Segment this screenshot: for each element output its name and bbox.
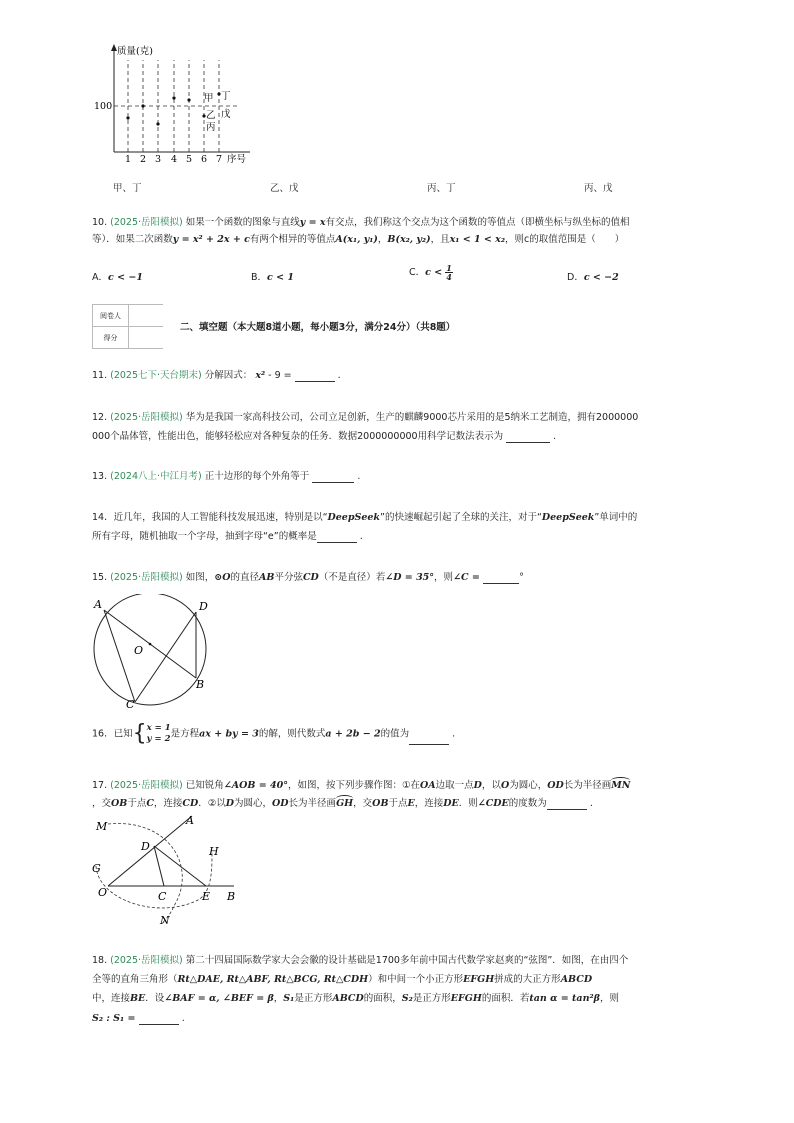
chord-cd <box>135 612 196 702</box>
q10-option-a: A．c < −1 <box>92 272 143 283</box>
point-o-label: O <box>98 886 108 899</box>
q16-blank[interactable] <box>409 735 449 745</box>
point-g-label: G <box>92 862 101 875</box>
label-bing: 丙 <box>206 122 216 133</box>
point-d-label: D <box>141 840 150 853</box>
q17-line2: ，交OB于点C，连接CD．②以D为圆心，OD长为半径画GH，交OB于点E，连接DE．则∠CDE的度数为 . <box>92 798 593 809</box>
x-tick-4: 4 <box>170 154 178 165</box>
point-a-label: A <box>186 814 194 827</box>
q15-blank[interactable] <box>483 574 519 584</box>
q18-line2: 全等的直角三角形（Rt△DAE, Rt△ABF, Rt△BCG, Rt△CDH）和中间一个小正方形EFGH拼成的大正方形ABCD <box>92 974 593 985</box>
q10-line2: 等）．如果二次函数y = x² + 2x + c有两个相异的等值点A(x₁, y₁)，B(x₂, y₂)，且x₁ < 1 < x₂，则c的取值范围是（ ） <box>92 234 625 245</box>
point-3 <box>156 122 159 125</box>
q16-system: x = 1 y = 2 <box>146 723 171 744</box>
ray-oa <box>108 816 192 886</box>
point-o-label: O <box>134 644 144 657</box>
y-axis-label: 质量(克) <box>117 46 153 57</box>
x-tick-5: 5 <box>185 154 193 165</box>
point-c-label: C <box>126 698 135 710</box>
label-ding: 丁 <box>221 91 231 102</box>
q17-construction-figure <box>88 810 248 928</box>
point-1 <box>126 116 129 119</box>
point-2 <box>141 104 144 107</box>
x-tick-6: 6 <box>200 154 208 165</box>
segment-ac <box>104 610 135 702</box>
q12-line2: 000个晶体管，性能出色，能够轻松应对各种复杂的任务．数据2000000000用科学记数法表示为 . <box>92 431 557 442</box>
point-a-label: A <box>94 598 102 611</box>
q10-option-b: B．c < 1 <box>251 272 295 283</box>
q18-line4: S₂ : S₁ = . <box>92 1013 185 1024</box>
point-h-label: H <box>209 845 219 858</box>
q16-text: 16．已知{ x = 1 y = 2 是方程ax + by = 3的解，则代数式a + 2b − 2的值为 . <box>92 721 456 746</box>
x-tick-1: 1 <box>124 154 132 165</box>
q13-text: 13. (2024八上·中江月考) 正十边形的每个外角等于 . <box>92 471 361 482</box>
q11-blank[interactable] <box>295 372 335 382</box>
x-tick-7: 7 <box>215 154 223 165</box>
label-jia: 甲 <box>204 93 214 104</box>
q18-line1: 18. (2025·岳阳模拟) 第二十四届国际数学家大会会徽的设计基础是1700多年前中国古代数学家赵爽的“弦图”．如图，在由四个 <box>92 955 629 966</box>
section-2-heading: 二、填空题（本大题8道小题，每小题3分，满分24分）（共8题） <box>180 322 456 333</box>
q12-blank[interactable] <box>506 433 550 443</box>
arc-mn <box>108 823 182 923</box>
q10-option-d: D．c < −2 <box>567 272 619 283</box>
q10-option-c: C．c < $\frac{1}{4}$ <box>409 263 452 282</box>
arc-gh <box>96 852 212 908</box>
x-axis-label: 序号 <box>227 154 247 165</box>
point-b-label: B <box>196 678 205 691</box>
q15-circle-figure <box>90 594 216 710</box>
point-c-label: C <box>158 890 167 903</box>
label-yi: 乙 <box>206 110 216 121</box>
score-label: 得分 <box>93 327 129 349</box>
q12-line1: 12. (2025·岳阳模拟) 华为是我国一家高科技公司，公司立足创新，生产的麒麟9000芯片采用的是5纳米工艺制造，拥有2000000 <box>92 412 639 423</box>
grader-table <box>92 304 163 349</box>
q10-line1: 10. (2025·岳阳模拟) 如果一个函数的图象与直线y = x有交点，我们称这个交点为这个函数的等值点（即横坐标与纵坐标的值相 <box>92 217 630 228</box>
q13-blank[interactable] <box>312 473 354 483</box>
segment-de <box>154 846 206 886</box>
q17-blank[interactable] <box>547 800 587 810</box>
point-4 <box>172 96 175 99</box>
q9-scatter-chart <box>90 40 260 168</box>
x-tick-3: 3 <box>154 154 162 165</box>
point-e-label: E <box>202 890 211 903</box>
q18-blank[interactable] <box>139 1015 179 1025</box>
q9-option-c: 丙、丁 <box>427 183 456 194</box>
q17-line1: 17. (2025·岳阳模拟) 已知锐角∠AOB = 40°，如图，按下列步骤作图：①在OA边取一点D，以O为圆心，OD长为半径画MN <box>92 780 631 791</box>
point-d-label: D <box>199 600 208 613</box>
point-n-label: N <box>160 914 170 927</box>
point-5 <box>187 98 190 101</box>
x-tick-2: 2 <box>139 154 147 165</box>
q14-line1: 14．近几年，我国的人工智能科技发展迅速，特别是以“DeepSeek”的快速崛起引起了全球的关注，对于“DeepSeek”单词中的 <box>92 512 638 523</box>
q11-text: 11. (2025七下·天台期末) 分解因式： x² - 9 = . <box>92 370 341 381</box>
q9-option-a: 甲、丁 <box>113 183 142 194</box>
grader-label: 阅卷人 <box>93 305 129 327</box>
circle-o <box>94 594 206 705</box>
q9-option-b: 乙、戊 <box>270 183 299 194</box>
q10-source: (2025·岳阳模拟) <box>110 217 183 228</box>
q18-line3: 中，连接BE．设∠BAF = α, ∠BEF = β，S₁是正方形ABCD的面积，S₂是正方形EFGH的面积．若tan α = tan²β，则 <box>92 993 619 1004</box>
q14-line2: 所有字母，随机抽取一个字母，抽到字母“e”的概率是 . <box>92 531 363 542</box>
center-o <box>149 643 152 646</box>
y-100-label: 100 <box>94 101 113 112</box>
q9-option-d: 丙、戊 <box>584 183 613 194</box>
point-m-label: M <box>96 820 108 833</box>
q15-text: 15. (2025·岳阳模拟) 如图，⊙O的直径AB平分弦CD（不是直径）若∠D = 35°，则∠C = ° <box>92 572 524 583</box>
label-wu: 戊 <box>221 109 231 120</box>
q14-blank[interactable] <box>317 533 357 543</box>
point-b-label: B <box>227 890 236 903</box>
